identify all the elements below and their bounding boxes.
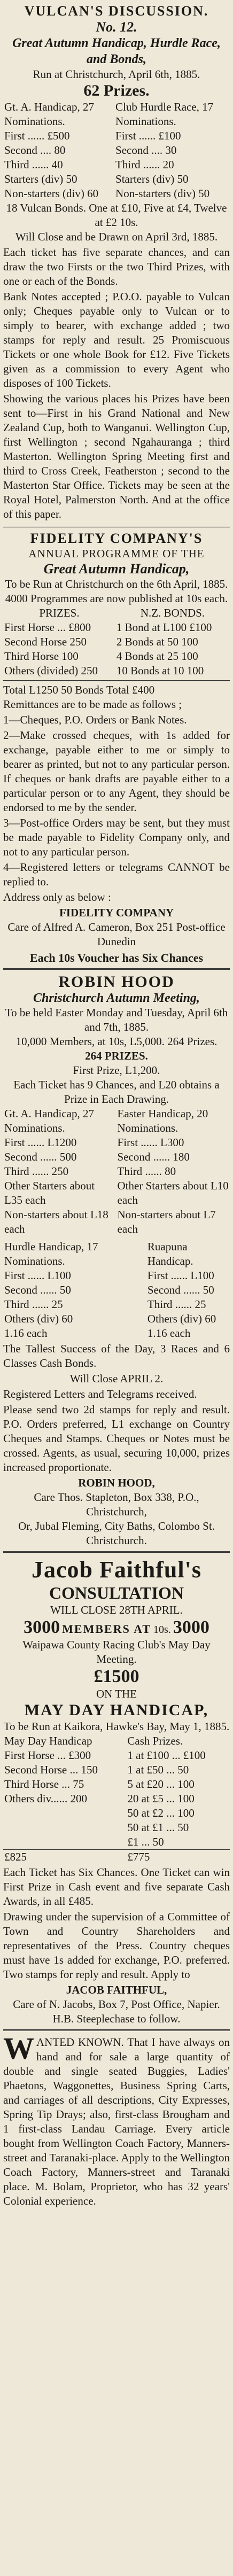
table-cell: First ...... L300: [117, 1136, 184, 1149]
table-cell: First Horse ... £800: [4, 621, 91, 634]
table-head: Hurdle Handicap, 17 Nominations.: [4, 1240, 98, 1267]
table-cell: Second Horse 250: [4, 635, 87, 648]
vulcan-run: Run at Christchurch, April 6th, 1885.: [33, 68, 200, 81]
jacob-consultation: CONSULTATION: [49, 1583, 184, 1602]
robin-first: First Prize, L1,200.: [73, 1064, 160, 1077]
jacob-close: WILL CLOSE 28TH APRIL.: [50, 1604, 183, 1616]
table-cell: 1 Bond at L100 £100: [116, 621, 212, 634]
table-cell: Non-starters (div) 50: [115, 187, 210, 200]
jacob-members-label: MEMBERS AT: [62, 1622, 152, 1636]
jacob-on: Waipawa County Racing Club's May Day Meeting.: [22, 1638, 211, 1666]
robin-members: 10,000 Members, at 10s, L5,000. 264 Prizes.: [15, 1035, 218, 1048]
table-cell: Second ...... 50: [147, 1283, 214, 1296]
table-cell: Others (div) 60: [4, 1312, 73, 1325]
table-head: Gt. A. Handicap, 27 Nominations.: [4, 1107, 94, 1134]
vulcan-para: Each ticket has five separate chances, and can draw the two Firsts or the two Third Prizes, with one or each of the Bonds.: [3, 246, 230, 287]
fidelity-ad: [3, 527, 230, 970]
fidelity-para: 3—Post-office Orders may be sent, but they must be made payable to Fidelity Company only, and not to any particular person.: [3, 816, 230, 858]
table-head: May Day Handicap: [4, 1734, 92, 1747]
wanted-text: ANTED KNOWN. That I have always on hand and for sale a large quantity of double and single seated Buggies, Ladies' Phaetons, Waggonettes, Business Spring Carts, and carriages of all descriptions, City Expresses, Spring Tip Drays; also, first-class Brougham and 1 first-class Landau Carriage. Every article bought from Wellington Coach Factory, Manners-street and Taranaki-place. Apply to the Wellington Coach Factory, Manners-street and Taranaki place. M. Bolam, Proprietor, who has 32 years' Colonial experience.: [3, 2036, 230, 2207]
table-cell: [3, 1820, 126, 1835]
table-cell: 4 Bonds at 25 100: [116, 650, 198, 663]
robin-para: Registered Letters and Telegrams received.: [3, 1388, 197, 1400]
robin-para: Will Close APRIL 2.: [69, 1372, 164, 1385]
robin-para: Please send two 2d stamps for reply and result. P.O. Orders preferred, L1 exchange on Country Cheques and Stamps. Cheques or Notes must be crossed. Agents, as usual, securing 10,000, prizes increased proportionate.: [3, 1403, 230, 1474]
table-cell: Non-starters about L18 each: [4, 1208, 108, 1235]
table-cell: 1 at £50 ... 50: [127, 1763, 189, 1776]
table-cell: 2 Bonds at 50 100: [116, 635, 198, 648]
table-cell: First Horse ... £300: [4, 1749, 91, 1762]
robin-sig-alt: Or, Jubal Fleming, City Baths, Colombo St. Christchurch.: [18, 1520, 215, 1547]
fidelity-sig: FIDELITY COMPANY: [59, 906, 174, 919]
table-cell: Third ...... 40: [4, 158, 63, 171]
jacob-prize-table: [3, 1734, 230, 1864]
table-cell: Second Horse ... 150: [4, 1763, 98, 1776]
robin-table-2: [3, 1240, 230, 1341]
robin-run: To be held Easter Monday and Tuesday, April 6th and 7th, 1885.: [5, 1006, 228, 1033]
table-cell: Second ...... 50: [4, 1283, 71, 1296]
table-cell: [3, 1806, 126, 1820]
table-cell: Third Horse ... 75: [4, 1778, 84, 1791]
jacob-title: Jacob Faithful's: [32, 1557, 201, 1583]
fidelity-prize-table: [3, 606, 230, 678]
table-cell: Starters (div) 50: [115, 173, 189, 185]
jacob-faithful-ad: [3, 1553, 230, 2031]
table-cell: First ...... £100: [115, 129, 181, 142]
robin-hood-ad: [3, 970, 230, 1553]
vulcan-close: Will Close and be Drawn on April 3rd, 1885.: [15, 230, 218, 243]
fidelity-para: 1—Cheques, P.O. Orders or Bank Notes.: [3, 713, 187, 726]
vulcan-ad: [3, 0, 230, 527]
table-cell: 10 Bonds at 10 100: [116, 664, 204, 677]
robin-sig-address: Care Thos. Stapleton, Box 338, P.O., Christchurch,: [34, 1491, 199, 1518]
jacob-footer: H.B. Steeplechase to follow.: [52, 2012, 181, 2025]
fidelity-para: 2—Make crossed cheques, with 1s added for exchange, payable either to me or simply to bearer as printed, but not to any particular person. If cheques or bank drafts are payable either to a particular person or to any Agent, they should be endorsed to me by the sender.: [3, 729, 230, 814]
table-cell: Others (divided) 250: [4, 664, 98, 677]
table-cell: 50 at £1 ... 50: [127, 1821, 189, 1834]
fidelity-total: Total L1250 50 Bonds Total £400: [3, 683, 155, 696]
robin-para: The Tallest Success of the Day, 3 Races and 6 Classes Cash Bonds.: [3, 1342, 230, 1369]
robin-title: ROBIN HOOD: [58, 973, 175, 991]
vulcan-number: No. 12.: [96, 19, 137, 35]
table-cell: Second ...... 500: [4, 1150, 77, 1163]
wanted-dropcap: W: [3, 2031, 34, 2066]
table-cell: Other Starters about L10 each: [117, 1179, 229, 1207]
table-cell: First ...... L1200: [4, 1136, 77, 1149]
jacob-members-count: 3000: [24, 1617, 60, 1637]
jacob-members-price: 10s.: [153, 1624, 171, 1636]
table-cell: 1.16 each: [4, 1327, 48, 1340]
table-cell: Non-starters (div) 60: [4, 187, 99, 200]
vulcan-title: VULCAN'S DISCUSSION.: [24, 3, 209, 19]
table-cell: [3, 1835, 126, 1850]
wanted-known-ad: [3, 2031, 230, 2213]
jacob-members-count-end: 3000: [173, 1617, 209, 1637]
wanted-text-block: [3, 2031, 230, 2208]
table-cell: Starters (div) 50: [4, 173, 77, 185]
fidelity-para: 4—Registered letters or telegrams CANNOT be replied to.: [3, 861, 230, 888]
table-total: £825: [4, 1850, 27, 1863]
jacob-event: MAY DAY HANDICAP,: [24, 1701, 209, 1719]
table-cell: Third ...... 250: [4, 1165, 69, 1178]
jacob-sig-address: Care of N. Jacobs, Box 7, Post Office, Napier.: [13, 1998, 220, 2011]
table-cell: Third ...... 80: [117, 1165, 176, 1178]
robin-each: Each Ticket has 9 Chances, and L20 obtains a Prize in Each Drawing.: [13, 1078, 220, 1106]
table-head: N.Z. BONDS.: [140, 606, 205, 619]
table-cell: First ...... L100: [147, 1269, 214, 1282]
fidelity-title: FIDELITY COMPANY'S: [30, 531, 203, 546]
jacob-on-the: ON THE: [96, 1687, 137, 1700]
vulcan-bonds: 18 Vulcan Bonds. One at £10, Five at £4, Twelve at £2 10s.: [6, 201, 227, 229]
robin-table-1: [3, 1107, 230, 1236]
table-cell: 1.16 each: [147, 1327, 191, 1340]
fidelity-run: To be Run at Christchurch on the 6th April, 1885.: [5, 578, 228, 590]
vulcan-prizes: 62 Prizes.: [83, 82, 150, 99]
jacob-amount: £1500: [94, 1667, 139, 1686]
divider: [3, 680, 230, 681]
table-cell: Third ...... 25: [147, 1298, 206, 1311]
fidelity-para: Address only as below :: [3, 891, 111, 904]
newspaper-column: [3, 0, 230, 2213]
fidelity-remit: Remittances are to be made as follows ;: [3, 698, 182, 711]
table-cell: Others (div) 60: [147, 1312, 216, 1325]
table-cell: 1 at £100 ... £100: [127, 1749, 206, 1762]
fidelity-programmes: 4000 Programmes are now published at 10s each.: [5, 592, 228, 605]
table-cell: Third Horse 100: [4, 650, 79, 663]
table-head: Ruapuna Handicap.: [147, 1240, 193, 1267]
vulcan-para: Showing the various places his Prizes have been sent to—First in his Grand National and New Zealand Cup, both to Wanganui. Wellington Cup, first Wellington ; second Ngahauranga ; third Masterton. Wellington Spring Meeting first and third to Cross Creek, Featherston ; second to the Masterton Star Office. Tickets may be seen at the Royal Hotel, Palmerston North. And at the office of this paper.: [3, 392, 230, 520]
table-cell: Others div...... 200: [4, 1792, 87, 1805]
table-cell: Second ...... 180: [117, 1150, 190, 1163]
table-cell: Third ...... 20: [115, 158, 174, 171]
table-cell: Second .... 30: [115, 144, 177, 157]
vulcan-event: Great Autumn Handicap, Hurdle Race, and Bonds,: [12, 36, 221, 66]
robin-sig: ROBIN HOOD,: [78, 1476, 155, 1489]
table-head: Cash Prizes.: [127, 1734, 183, 1747]
jacob-para: Drawing under the supervision of a Committee of Town and Country Shareholders and representatives of the Press. Country cheques must have 1s added for exchange, P.O. preferred. Two stamps for reply and result. Apply to: [3, 1910, 230, 1981]
jacob-para: Each Ticket has Six Chances. One Ticket can win First Prize in Cash event and five separate Cash Awards, in all £485.: [3, 1866, 230, 1908]
table-total: £775: [127, 1850, 150, 1863]
robin-prizes: 264 PRIZES.: [85, 1049, 148, 1062]
table-cell: Second .... 80: [4, 144, 66, 157]
table-cell: 5 at £20 ... 100: [127, 1778, 195, 1791]
table-cell: 50 at £2 ... 100: [127, 1807, 195, 1819]
table-head: Easter Handicap, 20 Nominations.: [117, 1107, 208, 1134]
table-cell: 20 at £5 ... 100: [127, 1792, 195, 1805]
vulcan-para: Bank Notes accepted ; P.O.O. payable to Vulcan only; Cheques payable only to Vulcan or to simply to bearer, with exchange added ; two stamps for reply and result. 25 Promiscuous Tickets or one whole Book for £12. Five Tickets given as a commission to every Agent who disposes of 100 Tickets.: [3, 290, 230, 390]
table-cell: Third ...... 25: [4, 1298, 63, 1311]
table-cell: First ...... £500: [4, 129, 70, 142]
jacob-sig: JACOB FAITHFUL,: [66, 1983, 167, 1996]
fidelity-each: Each 10s Voucher has Six Chances: [29, 951, 204, 964]
jacob-members-line: [3, 1617, 230, 1638]
fidelity-sub: ANNUAL PROGRAMME OF THE: [28, 547, 205, 560]
vulcan-prize-table: [3, 100, 230, 201]
table-cell: £1 ... 50: [127, 1835, 164, 1848]
table-cell: Non-starters about L7 each: [117, 1208, 216, 1235]
table-cell: First ...... L100: [4, 1269, 71, 1282]
table-cell: Other Starters about L35 each: [4, 1179, 95, 1207]
fidelity-sig-address: Care of Alfred A. Cameron, Box 251 Post-office Dunedin: [7, 921, 226, 948]
fidelity-event: Great Autumn Handicap,: [43, 561, 190, 577]
vulcan-left-head: Gt. A. Handicap, 27 Nominations.: [4, 100, 94, 128]
vulcan-right-head: Club Hurdle Race, 17 Nominations.: [115, 100, 214, 128]
table-head: PRIZES.: [39, 606, 80, 619]
jacob-run: To be Run at Kaikora, Hawke's Bay, May 1, 1885.: [3, 1720, 230, 1733]
robin-event: Christchurch Autumn Meeting,: [33, 991, 200, 1005]
